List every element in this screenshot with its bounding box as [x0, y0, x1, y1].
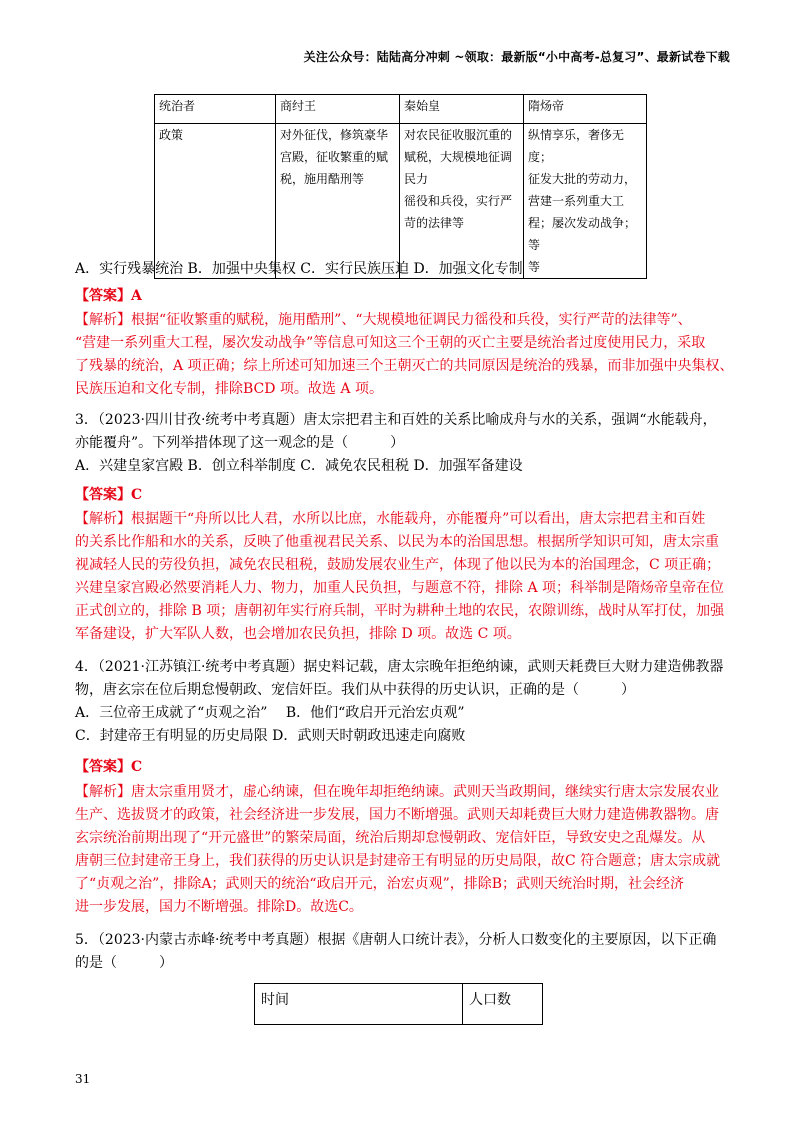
cell-line: 程；屡次发动战争；等	[528, 216, 637, 252]
cell-line: 税，施用酷刑等	[280, 172, 365, 186]
q2-section	[75, 258, 725, 281]
analysis-line: 了残暴的统治，A 项正确；综上所述可知加速三个王朝灭亡的共同原因是统治的残暴，而非加强中央集权、	[75, 358, 734, 374]
cell-line: 对外征伐，修筑豪华	[280, 128, 389, 142]
table-header-cell: 隋炀帝	[524, 95, 647, 124]
analysis-line: 玄宗统治前期出现了“开元盛世”的繁荣局面，统治后期却怠慢朝政、宠信奸臣，导致安史之乱爆发。从	[75, 830, 706, 846]
cell-line: 苛的法律等	[404, 216, 465, 230]
analysis-line: “营建一系列重大工程，屡次发动战争”等信息可知这三个王朝的灭亡主要是统治者过度使用民力，采取	[75, 335, 706, 351]
cell-line: 征发大批的劳动力，	[528, 172, 637, 186]
analysis-line: 【解析】根据“征收繁重的赋税，施用酷刑”、“大规模地征调民力徭役和兵役，实行严苛的法律等”、	[75, 312, 692, 328]
cell-line: 等	[528, 260, 541, 274]
table-header-cell: 人口数	[463, 984, 543, 1025]
q2-answer-block	[75, 285, 725, 308]
stem-line: 亦能覆舟”。下列举措体现了这一观念的是（ ）	[75, 435, 405, 451]
analysis-line: 民族压迫和文化专制，排除BCD 项。故选 A 项。	[75, 381, 383, 397]
table-cell-qin	[400, 124, 524, 279]
q3-answer: 【答案】C	[75, 487, 143, 503]
analysis-line: 兴建皇家宫殿必然要消耗人力、物力，加重人民负担，与题意不符，排除 A 项；科举制是隋炀帝皇帝在位	[75, 580, 725, 596]
q3-stem	[75, 409, 725, 478]
q2-answer: 【答案】A	[75, 288, 142, 304]
stem-line: 4．（2021·江苏镇江·统考中考真题）据史料记载，唐太宗晚年拒绝纳谏，武则天耗费巨大财力建造佛教器	[75, 659, 724, 675]
q4-options: C．封建帝王有明显的历史局限 D．武则天时朝政迅速走向腐败	[75, 728, 466, 744]
q3-answer-block	[75, 484, 725, 507]
cell-line: 对农民征收服沉重的	[404, 128, 513, 142]
q3-analysis	[75, 508, 725, 646]
stem-line: 3．（2023·四川甘孜·统考中考真题）唐太宗把君主和百姓的关系比喻成舟与水的关系，强调“水能载舟，	[75, 412, 717, 428]
q5-stem	[75, 929, 725, 975]
cell-line: 宫殿，征收繁重的赋	[280, 150, 389, 164]
q2-options: A．实行残暴统治 B．加强中央集权 C．实行民族压迫 D．加强文化专制	[75, 261, 523, 277]
tang-population-table	[254, 983, 543, 1025]
analysis-line: 生产、选拔贤才的政策，社会经济进一步发展，国力不断增强。武则天却耗费巨大财力建造佛教器物。唐	[75, 807, 719, 823]
cell-line: 营建一系列重大工	[528, 194, 625, 208]
q4-answer: 【答案】C	[75, 759, 143, 775]
analysis-line: 唐朝三位封建帝王身上，我们获得的历史认识是封建帝王有明显的历史局限，故C 符合题意；唐太宗成就	[75, 853, 721, 869]
table-header-row	[255, 984, 543, 1025]
table-header-cell: 秦始皇	[400, 95, 524, 124]
table-row-label: 政策	[155, 124, 276, 279]
analysis-line: 了“贞观之治”，排除A；武则天的统治“政启开元，治宏贞观”，排除B；武则天统治时期，社会经济	[75, 876, 685, 892]
table-cell-sui	[524, 124, 647, 279]
q4-stem	[75, 656, 725, 748]
q4-options: A．三位帝王成就了“贞观之治” B．他们“政启开元治宏贞观”	[75, 705, 465, 721]
q2-analysis	[75, 309, 734, 401]
cell-line: 赋税，大规模地征调	[404, 150, 513, 164]
analysis-line: 的关系比作船和水的关系，反映了他重视君民关系、以民为本的治国思想。根据所学知识可知，唐太宗重	[75, 534, 719, 550]
analysis-line: 军备建设，扩大军队人数，也会增加农民负担，排除 D 项。故选 C 项。	[75, 626, 521, 642]
stem-line: 物，唐玄宗在位后期怠慢朝政、宠信奸臣。我们从中获得的历史认识，正确的是（ ）	[75, 682, 635, 698]
table-header-row	[155, 95, 647, 124]
q3-options: A．兴建皇家宫殿 B．创立科举制度 C．减免农民租税 D．加强军备建设	[75, 458, 523, 474]
table-header-cell: 统治者	[155, 95, 276, 124]
q4-analysis	[75, 781, 725, 919]
page-header: 关注公众号：陆陆高分冲刺 ~领取：最新版“小中高考-总复习”、最新试卷下载	[303, 50, 730, 64]
table-header-cell: 时间	[255, 984, 463, 1025]
rulers-comparison-table	[154, 94, 647, 279]
cell-line: 徭役和兵役，实行严	[404, 194, 513, 208]
analysis-line: 【解析】唐太宗重用贤才，虚心纳谏，但在晚年却拒绝纳谏。武则天当政期间，继续实行唐太宗发展农业	[75, 784, 719, 800]
table-row	[155, 124, 647, 279]
table-cell-zhou	[276, 124, 400, 279]
table-header-cell: 商纣王	[276, 95, 400, 124]
stem-line: 的是（ ）	[75, 955, 173, 971]
analysis-line: 进一步发展，国力不断增强。排除D。故选C。	[75, 899, 363, 915]
cell-line: 纵情享乐，奢侈无度；	[528, 128, 625, 164]
cell-line: 民力	[404, 172, 429, 186]
analysis-line: 正式创立的，排除 B 项；唐朝初年实行府兵制，平时为耕种土地的农民，农隙训练，战时从军打仗，加强	[75, 603, 725, 619]
page-number: 31	[75, 1072, 91, 1086]
analysis-line: 视减轻人民的劳役负担，减免农民租税，鼓励发展农业生产，体现了他以民为本的治国理念，C 项正确；	[75, 557, 721, 573]
q4-answer-block	[75, 756, 725, 779]
analysis-line: 【解析】根据题干“舟所以比人君，水所以比庶，水能载舟，亦能覆舟”可以看出，唐太宗把君主和百姓	[75, 511, 706, 527]
stem-line: 5．（2023·内蒙古赤峰·统考中考真题）根据《唐朝人口统计表》，分析人口数变化的主要原因，以下正确	[75, 932, 717, 948]
